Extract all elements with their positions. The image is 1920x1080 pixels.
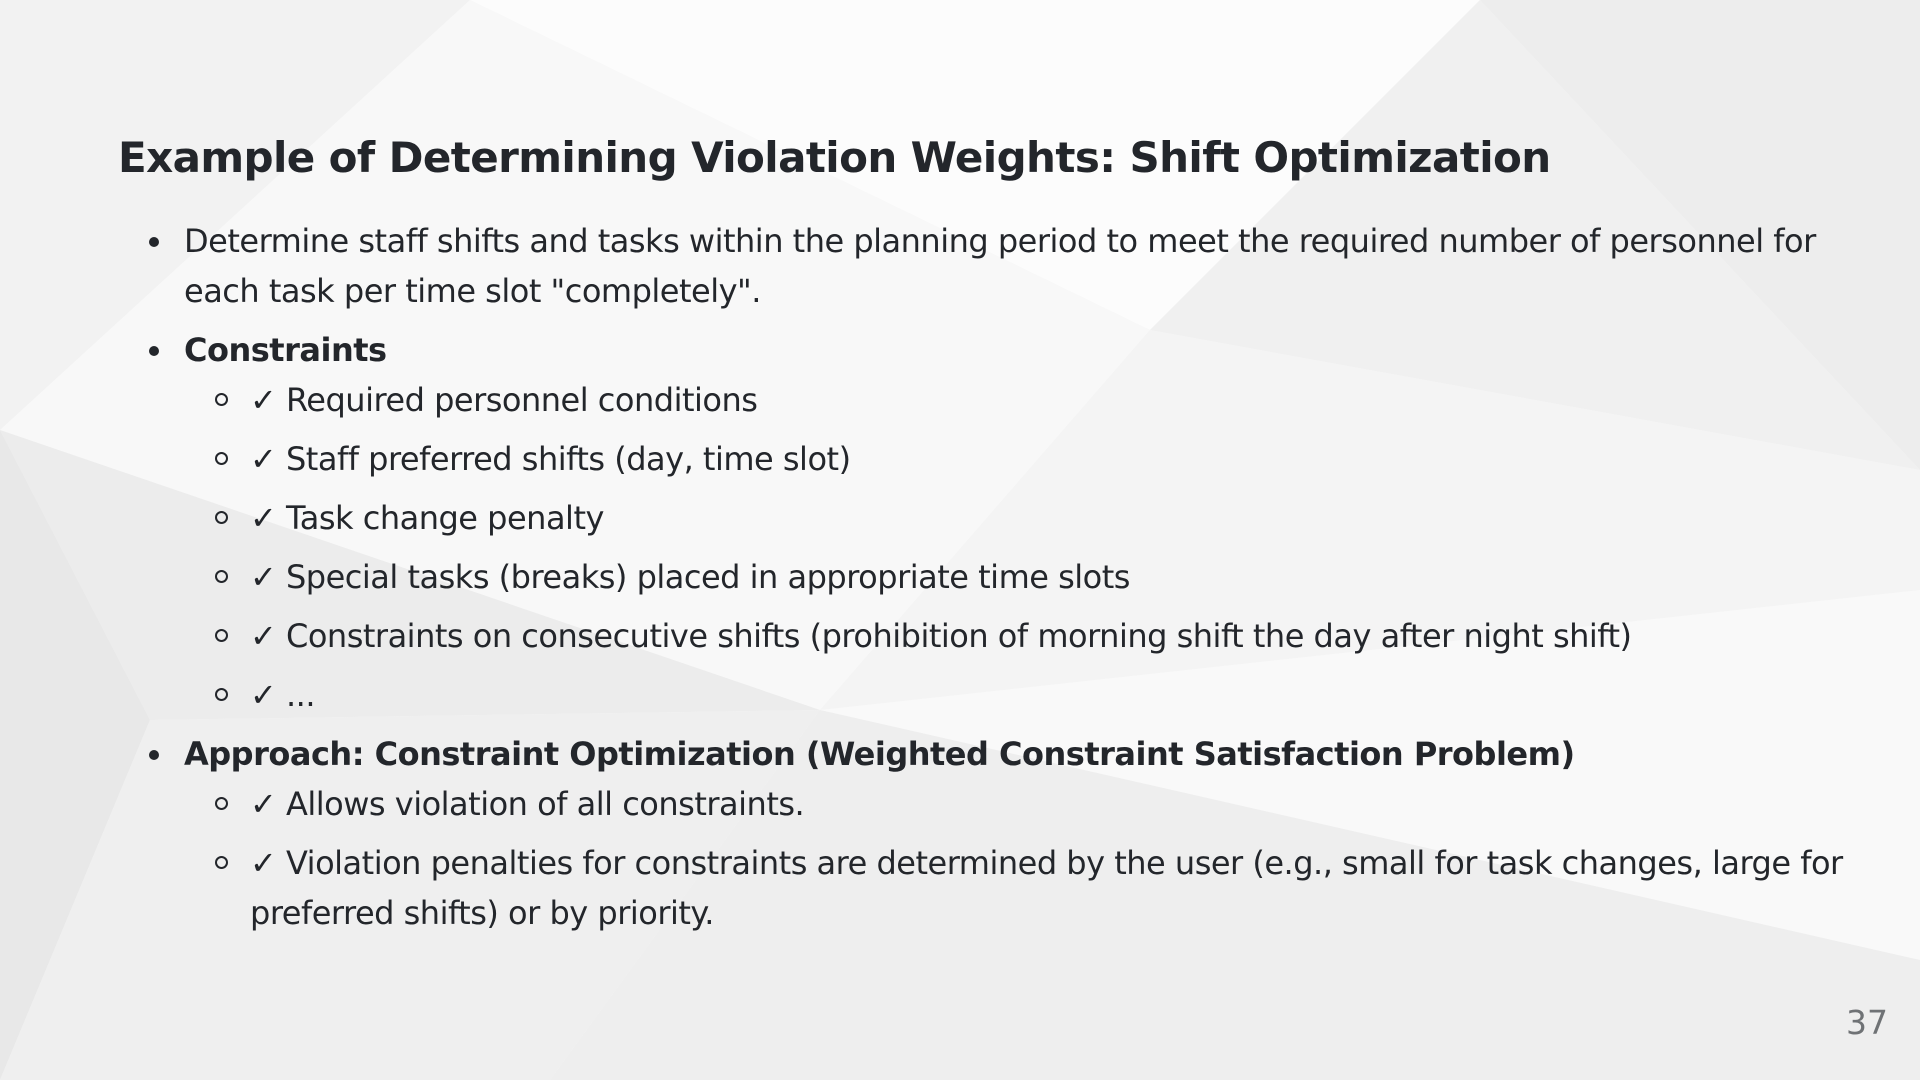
sub-bullet-item [184, 779, 1884, 829]
bullet-text: Determine staff shifts and tasks within the planning period to meet the required number of personnel for each task per time slot "completely". [184, 222, 1816, 310]
sub-bullet-text: ✓ Special tasks (breaks) placed in appropriate time slots [250, 558, 1130, 596]
sub-bullet-item [184, 375, 1884, 425]
bullet-circle-icon [215, 688, 228, 701]
slide-content [118, 128, 1843, 947]
sub-bullet-text: ✓ Task change penalty [250, 499, 604, 537]
sub-bullet-text: ✓ Staff preferred shifts (day, time slot) [250, 440, 851, 478]
sub-bullet-item [184, 493, 1884, 543]
sub-bullet-text: ✓ Constraints on consecutive shifts (prohibition of morning shift the day after night shift) [250, 617, 1632, 655]
bullet-disc-icon [149, 346, 159, 356]
bullet-list [118, 216, 1843, 938]
bullet-item [118, 216, 1884, 316]
bullet-heading: Approach: Constraint Optimization (Weighted Constraint Satisfaction Problem) [184, 735, 1575, 773]
bullet-circle-icon [215, 393, 228, 406]
sub-bullet-text: ✓ Allows violation of all constraints. [250, 785, 805, 823]
bullet-circle-icon [215, 452, 228, 465]
bullet-circle-icon [215, 511, 228, 524]
sub-bullet-item [184, 434, 1884, 484]
sub-bullet-item [184, 838, 1884, 938]
bullet-circle-icon [215, 797, 228, 810]
sub-bullet-text: ✓ Violation penalties for constraints are determined by the user (e.g., small for task changes, large for preferred shifts) or by priority. [250, 844, 1843, 932]
sub-bullet-text: ✓ ... [250, 676, 315, 714]
sub-bullet-text: ✓ Required personnel conditions [250, 381, 758, 419]
bullet-circle-icon [215, 856, 228, 869]
sub-bullet-item [184, 611, 1884, 661]
bullet-heading: Constraints [184, 331, 387, 369]
sub-bullet-item [184, 552, 1884, 602]
bullet-circle-icon [215, 629, 228, 642]
bullet-item [118, 729, 1884, 938]
bullet-disc-icon [149, 237, 159, 247]
bullet-disc-icon [149, 750, 159, 760]
bullet-item [118, 325, 1884, 720]
sub-bullet-list [184, 375, 1884, 720]
sub-bullet-item [184, 670, 1884, 720]
page-number: 37 [1846, 1003, 1888, 1042]
bullet-circle-icon [215, 570, 228, 583]
sub-bullet-list [184, 779, 1884, 938]
slide-title: Example of Determining Violation Weights: Shift Optimization [118, 133, 1551, 182]
